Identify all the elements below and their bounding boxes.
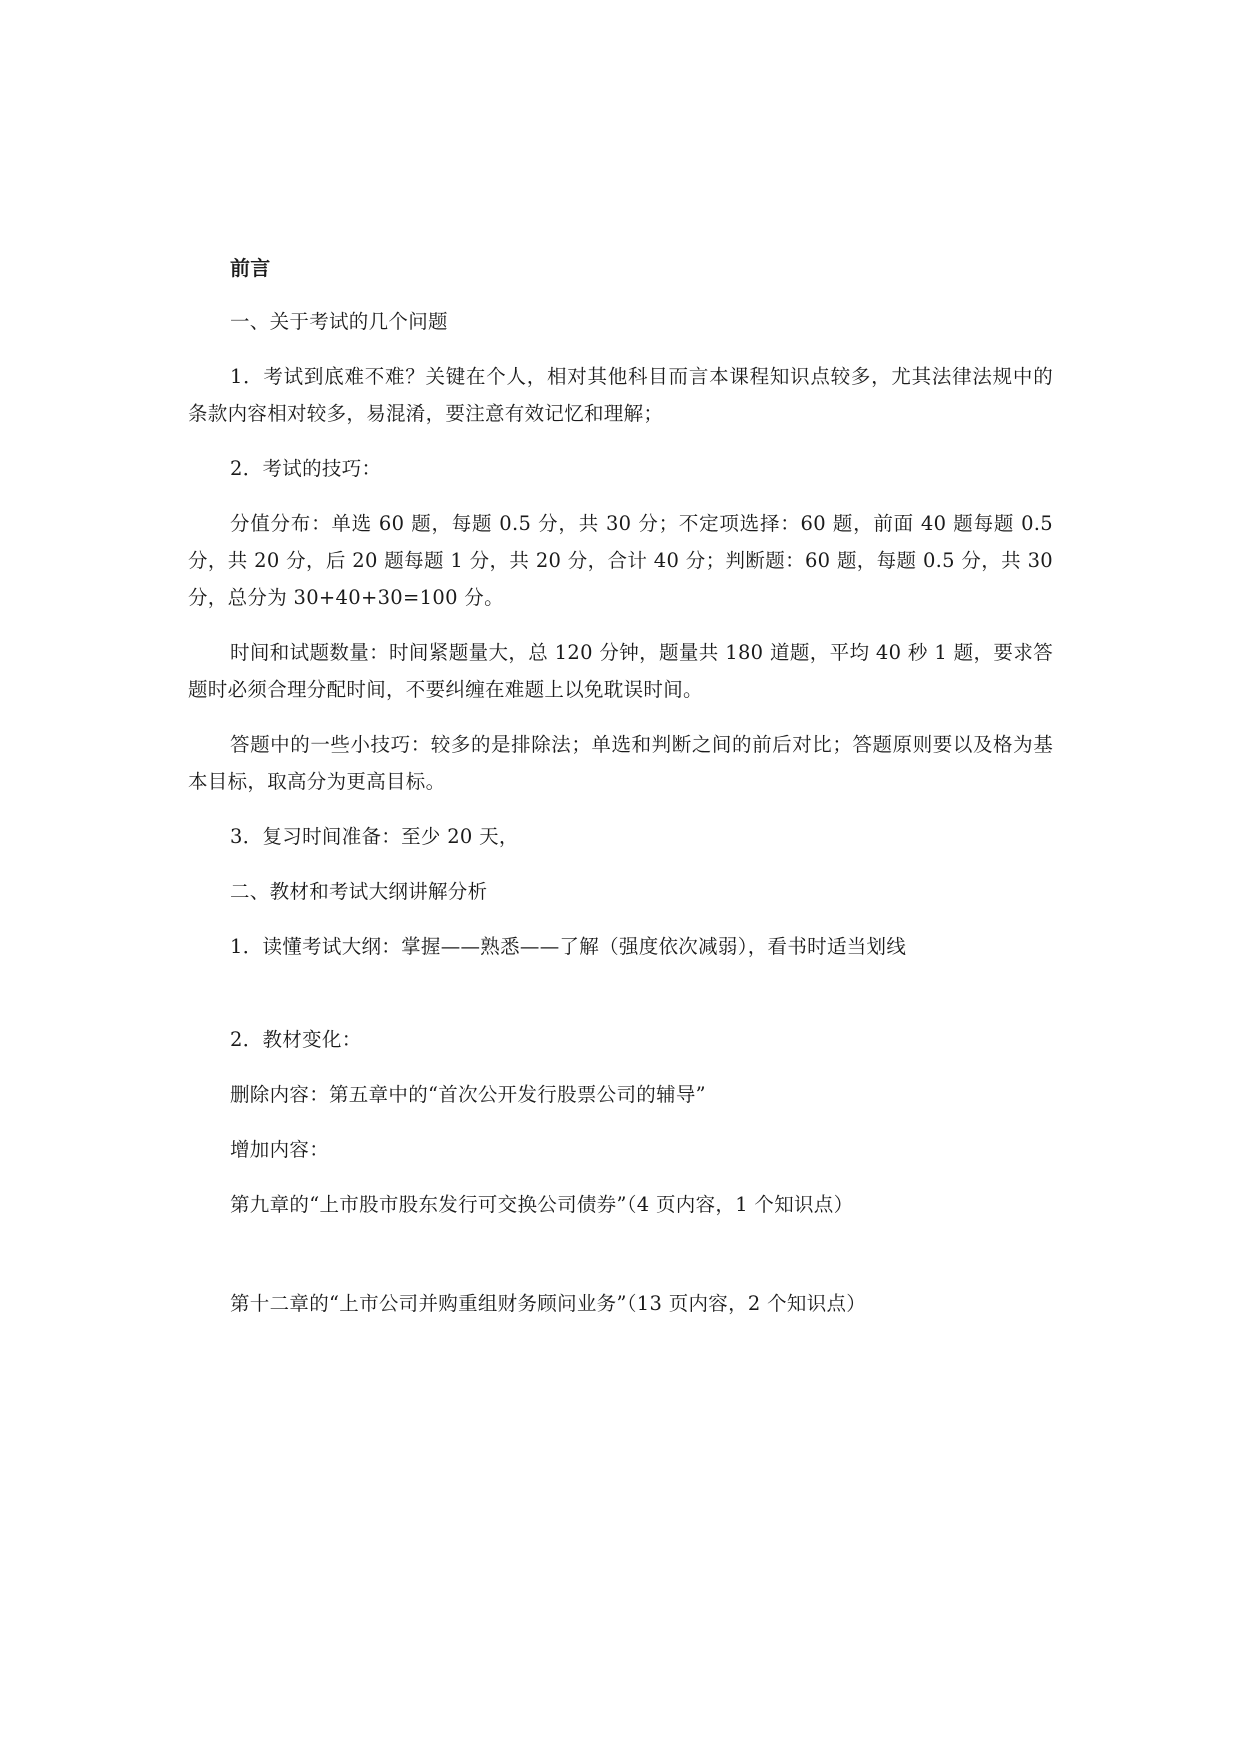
paragraph: 1．读懂考试大纲：掌握——熟悉——了解（强度依次减弱），看书时适当划线 — [230, 935, 907, 958]
paragraph: 删除内容：第五章中的“首次公开发行股票公司的辅导” — [230, 1083, 706, 1106]
paragraph: 3．复习时间准备：至少 20 天， — [230, 825, 519, 848]
section-heading: 一、关于考试的几个问题 — [230, 310, 448, 333]
paragraph: 第九章的“上市股市股东发行可交换公司债券”（4 页内容，1 个知识点） — [230, 1193, 854, 1216]
spacer — [188, 1241, 1053, 1285]
document-title: 前言 — [230, 256, 271, 280]
paragraph: 时间和试题数量：时间紧题量大，总 120 分钟，题量共 180 道题，平均 40 秒 1 题，要求答题时必须合理分配时间，不要纠缠在难题上以免耽误时间。 — [188, 641, 1053, 701]
paragraph: 增加内容： — [230, 1138, 330, 1161]
paragraph: 分值分布：单选 60 题，每题 0.5 分，共 30 分；不定项选择：60 题，前面 40 题每题 0.5 分，共 20 分，后 20 题每题 1 分，共 20 分，合计 40 分；判断题：60 题，每题 0.5 分，共 30 分，总分为 30+40+30=100 分。 — [188, 512, 1053, 609]
section-heading: 二、教材和考试大纲讲解分析 — [230, 880, 488, 903]
paragraph: 1．考试到底难不难？关键在个人，相对其他科目而言本课程知识点较多，尤其法律法规中的条款内容相对较多，易混淆，要注意有效记忆和理解； — [188, 365, 1053, 425]
paragraph: 2．考试的技巧： — [230, 457, 382, 480]
spacer — [188, 983, 1053, 1021]
paragraph: 答题中的一些小技巧：较多的是排除法；单选和判断之间的前后对比；答题原则要以及格为基本目标，取高分为更高目标。 — [188, 733, 1053, 793]
paragraph: 2．教材变化： — [230, 1028, 362, 1051]
paragraph: 第十二章的“上市公司并购重组财务顾问业务”（13 页内容，2 个知识点） — [230, 1292, 867, 1315]
document-body — [188, 250, 1053, 1322]
